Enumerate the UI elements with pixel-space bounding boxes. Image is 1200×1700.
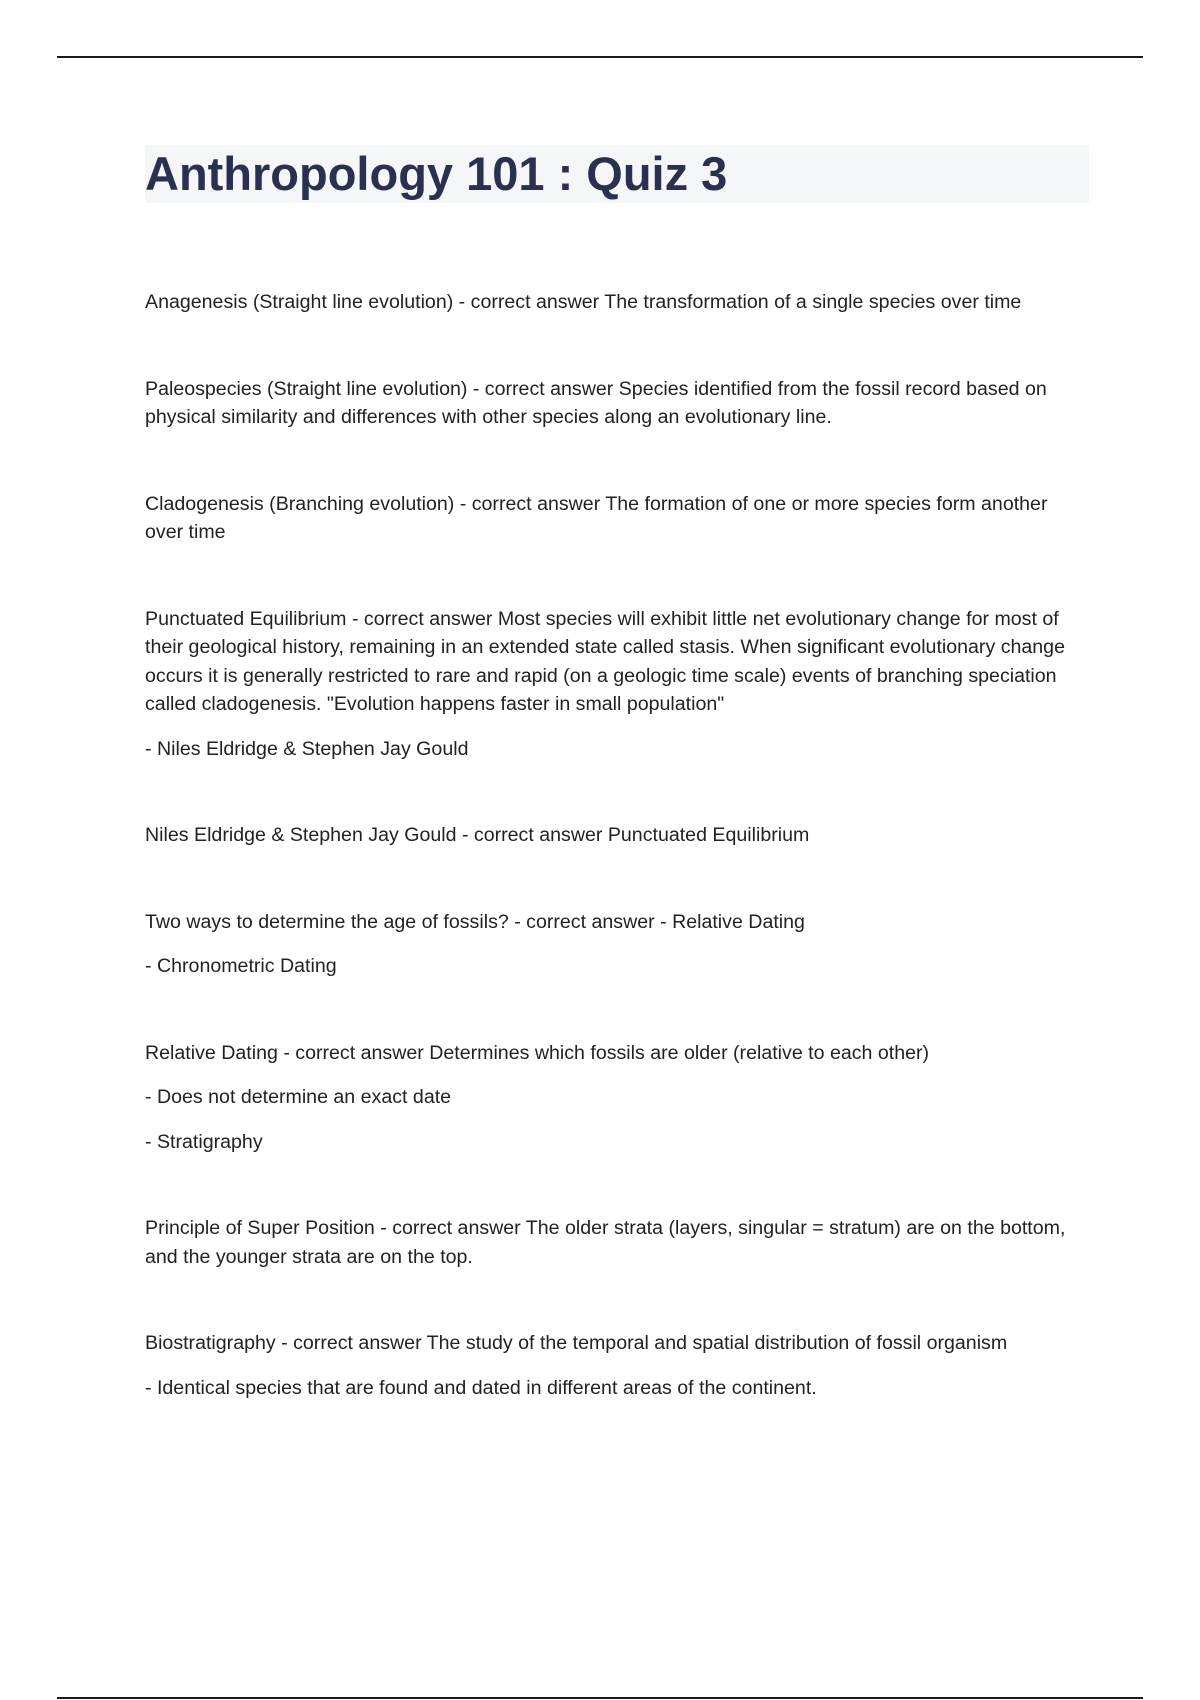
qa-entry-relative-dating <box>145 1039 1085 1157</box>
qa-text-detail: - Identical species that are found and dated in different areas of the continent. <box>145 1376 817 1399</box>
top-rule <box>57 56 1143 58</box>
qa-entry-eldridge-gould <box>145 821 1085 850</box>
qa-text-detail: - Niles Eldridge & Stephen Jay Gould <box>145 737 469 760</box>
qa-text: Anagenesis (Straight line evolution) - correct answer The transformation of a single species over time <box>145 291 1022 313</box>
qa-entry-punctuated-equilibrium <box>145 605 1085 764</box>
qa-text: Biostratigraphy - correct answer The study of the temporal and spatial distribution of fossil organism <box>145 1332 1008 1354</box>
qa-text: Cladogenesis (Branching evolution) - correct answer The formation of one or more species form another over time <box>145 492 1048 543</box>
qa-entry-paleospecies <box>145 375 1085 432</box>
qa-text: Relative Dating - correct answer Determines which fossils are older (relative to each other) <box>145 1041 930 1064</box>
qa-entry-cladogenesis <box>145 490 1085 547</box>
qa-text: Principle of Super Position - correct answer The older strata (layers, singular = stratum) are on the bottom, and the younger strata are on the top. <box>145 1217 1066 1268</box>
qa-entry-super-position <box>145 1214 1085 1271</box>
qa-entry-biostratigraphy <box>145 1329 1085 1402</box>
bottom-rule <box>57 1697 1143 1699</box>
qa-text: Paleospecies (Straight line evolution) - correct answer Species identified from the fossil record based on physical similarity and differences with other species along an evolutionary line. <box>145 377 1047 428</box>
qa-list <box>145 288 1085 1460</box>
qa-text: Two ways to determine the age of fossils? - correct answer - Relative Dating <box>145 910 805 933</box>
qa-text-detail: - Chronometric Dating <box>145 955 337 977</box>
page-title: Anthropology 101 : Quiz 3 <box>145 147 728 200</box>
qa-entry-fossil-age <box>145 908 1085 981</box>
qa-text: Niles Eldridge & Stephen Jay Gould - correct answer Punctuated Equilibrium <box>145 824 810 846</box>
qa-text-detail: - Stratigraphy <box>145 1130 263 1153</box>
qa-text-detail: - Does not determine an exact date <box>145 1086 452 1108</box>
qa-text: Punctuated Equilibrium - correct answer Most species will exhibit little net evolutionary change for most of their geological history, remaining in an extended state called stasis. When significant evolutionary change occurs it is generally restricted to rare and rapid (on a geologic time scale) events of branching speciation called cladogenesis. "Evolution happens faster in small population" <box>145 607 1065 715</box>
qa-entry-anagenesis <box>145 288 1085 317</box>
